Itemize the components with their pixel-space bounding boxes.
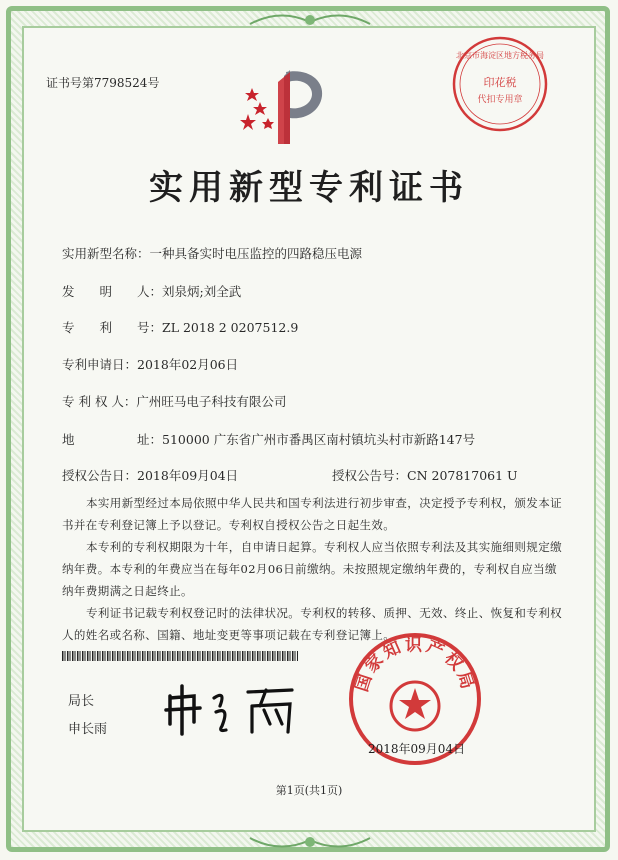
field-address bbox=[62, 430, 475, 448]
cnipa-logo-icon bbox=[238, 62, 330, 146]
certificate-title: 实用新型专利证书 bbox=[149, 168, 469, 208]
svg-text:印花税: 印花税 bbox=[483, 76, 517, 89]
svg-text:北京市海淀区地方税务局: 北京市海淀区地方税务局 bbox=[456, 51, 544, 60]
barcode-icon bbox=[62, 651, 298, 661]
field-label: 实用新型名称： bbox=[62, 246, 150, 261]
svg-text:代扣专用章: 代扣专用章 bbox=[477, 95, 523, 105]
field-filing-date bbox=[62, 355, 238, 373]
field-value: 2018年02月06日 bbox=[137, 357, 239, 372]
field-label: 发 明 人： bbox=[62, 284, 163, 299]
field-label: 授权公告日： bbox=[62, 468, 138, 483]
paragraph-term: 本专利的专利权期限为十年，自申请日起算。专利权人应当依照专利法及其实施细则规定缴纳年费。本专利的年费应当在每年02月06日前缴纳。未按照规定缴纳年费的，专利权自应当缴纳年费期满之日起终止。 bbox=[62, 540, 562, 598]
field-publication-date bbox=[62, 466, 238, 484]
field-value: 一种具备实时电压监控的四路稳压电源 bbox=[149, 246, 363, 261]
field-value: 510000 广东省广州市番禺区南村镇坑头村市新路147号 bbox=[162, 432, 476, 447]
seal-date: 2018年09月04日 bbox=[368, 742, 466, 756]
field-publication-number bbox=[332, 466, 518, 484]
field-utility-model-name bbox=[62, 244, 362, 262]
certificate-number: 证书号第7798524号 bbox=[46, 76, 160, 90]
field-label: 专 利 号： bbox=[62, 320, 163, 335]
field-label: 地 址： bbox=[62, 432, 163, 447]
field-patent-number bbox=[62, 318, 298, 336]
field-label: 授权公告号： bbox=[332, 468, 408, 483]
field-inventor bbox=[62, 282, 241, 300]
page-indicator: 第1页(共1页) bbox=[275, 784, 343, 797]
field-value: 刘泉炳;刘全武 bbox=[162, 284, 242, 299]
director-signature-icon bbox=[160, 676, 310, 736]
top-ornament-icon bbox=[240, 8, 380, 30]
director-title: 局长 bbox=[68, 694, 95, 709]
field-label: 专 利 权 人： bbox=[62, 394, 137, 409]
bottom-ornament-icon bbox=[240, 832, 380, 854]
svg-text:国家知识产权局: 国家知识产权局 bbox=[352, 635, 478, 695]
field-value: CN 207817061 U bbox=[407, 468, 518, 483]
field-patentee bbox=[62, 392, 286, 410]
tax-seal-icon bbox=[450, 34, 550, 134]
paragraph-legal-status: 专利证书记载专利权登记时的法律状况。专利权的转移、质押、无效、终止、恢复和专利权人的姓名或名称、国籍、地址变更等事项记载在专利登记簿上。 bbox=[62, 606, 562, 642]
field-label: 专利申请日： bbox=[62, 357, 138, 372]
field-value: ZL 2018 2 0207512.9 bbox=[162, 320, 299, 335]
director-name: 申长雨 bbox=[68, 722, 108, 737]
field-value: 2018年09月04日 bbox=[137, 468, 239, 483]
field-value: 广州旺马电子科技有限公司 bbox=[136, 394, 287, 409]
paragraph-grant: 本实用新型经过本局依照中华人民共和国专利法进行初步审查，决定授予专利权，颁发本证书并在专利登记簿上予以登记。专利权自授权公告之日起生效。 bbox=[62, 496, 562, 532]
